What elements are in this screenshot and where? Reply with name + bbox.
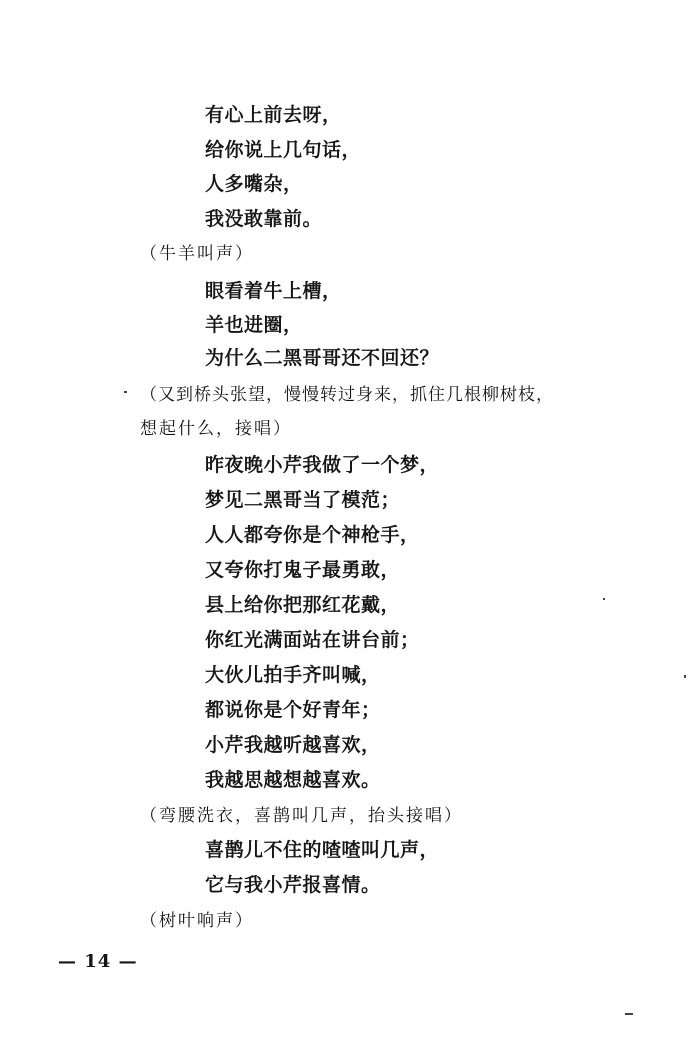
stage-direction: （弯腰洗衣，喜鹊叫几声，抬头接唱） [140,806,463,826]
stage-direction: （树叶响声） [140,911,254,931]
stage-direction-continued: 想起什么，接唱） [140,419,292,439]
lyric-line: 为什么二黑哥哥还不回还？ [205,347,440,369]
lyric-line: 你红光满面站在讲台前； [205,629,420,651]
lyric-line: 昨夜晚小芹我做了一个梦， [205,454,440,476]
lyric-line: 人多嘴杂， [205,173,303,195]
scan-speck [625,1013,633,1015]
lyric-line: 羊也进圈， [205,314,303,336]
scan-speck [684,675,686,678]
lyric-line: 都说你是个好青年； [205,699,381,721]
lyric-line: 我越思越想越喜欢。 [205,769,381,791]
lyric-line: 人人都夸你是个神枪手， [205,524,420,546]
lyric-line: 我没敢靠前。 [205,208,323,230]
lyric-line: 县上给你把那红花戴， [205,594,401,616]
stage-direction: （牛羊叫声） [140,244,254,264]
page-number: — 14 — [58,951,138,972]
lyric-line: 眼看着牛上槽， [205,280,342,302]
lyric-line: 有心上前去呀， [205,104,342,126]
stage-direction: （又到桥头张望，慢慢转过身来，抓住几根柳树枝， [140,385,554,405]
lyric-line: 小芹我越听越喜欢， [205,734,381,756]
lyric-line: 梦见二黑哥当了模范； [205,489,401,511]
lyric-line: 给你说上几句话， [205,139,362,161]
lyric-line: 又夸你打鬼子最勇敢， [205,559,401,581]
lyric-line: 它与我小芹报喜情。 [205,874,381,896]
lyric-line: 大伙儿拍手齐叫喊， [205,664,381,686]
lyric-line: 喜鹊儿不住的喳喳叫几声， [205,839,440,861]
scan-speck [603,598,605,600]
scan-speck [124,391,127,393]
